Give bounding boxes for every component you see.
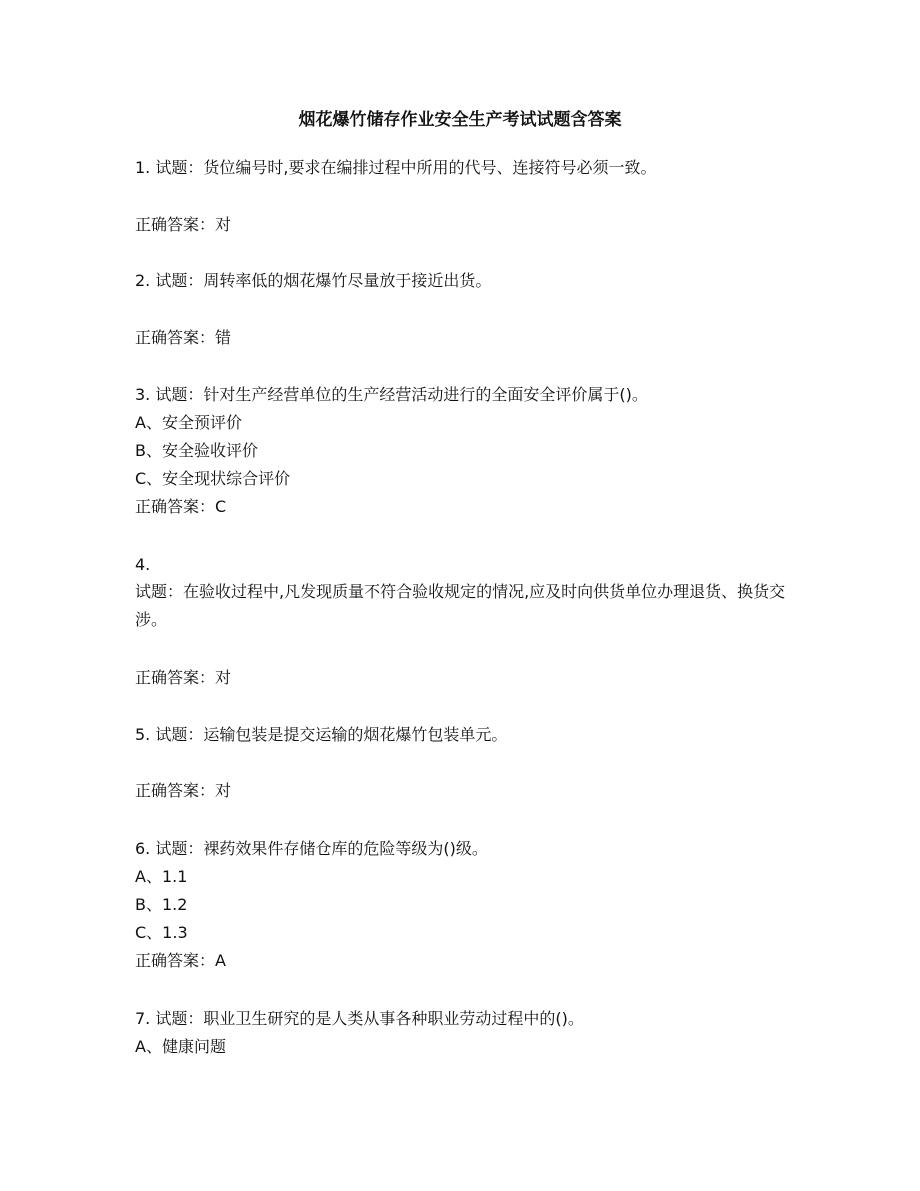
answer-6: 正确答案：A — [135, 951, 226, 970]
option-6a: A、1.1 — [135, 867, 188, 886]
option-3b: B、安全验收评价 — [135, 441, 258, 460]
answer-4: 正确答案：对 — [135, 668, 232, 687]
question-4: 试题：在验收过程中,凡发现质量不符合验收规定的情况,应及时向供货单位办理退货、换货交涉。 — [135, 582, 786, 629]
question-7: 7. 试题：职业卫生研究的是人类从事各种职业劳动过程中的()。 — [135, 1009, 584, 1028]
answer-1: 正确答案：对 — [135, 215, 232, 234]
document-title: 烟花爆竹储存作业安全生产考试试题含答案 — [298, 110, 622, 130]
option-3c: C、安全现状综合评价 — [135, 469, 291, 488]
answer-5: 正确答案：对 — [135, 781, 232, 800]
question-6: 6. 试题：裸药效果件存储仓库的危险等级为()级。 — [135, 839, 488, 858]
answer-2: 正确答案：错 — [135, 328, 232, 347]
question-3: 3. 试题：针对生产经营单位的生产经营活动进行的全面安全评价属于()。 — [135, 385, 648, 404]
option-7a: A、健康问题 — [135, 1037, 226, 1056]
question-2: 2. 试题：周转率低的烟花爆竹尽量放于接近出货。 — [135, 271, 492, 290]
option-6b: B、1.2 — [135, 895, 188, 914]
answer-3: 正确答案：C — [135, 497, 227, 516]
question-5: 5. 试题：运输包装是提交运输的烟花爆竹包装单元。 — [135, 725, 508, 744]
option-3a: A、安全预评价 — [135, 413, 242, 432]
question-4-number: 4. — [135, 555, 151, 574]
question-1: 1. 试题：货位编号时,要求在编排过程中所用的代号、连接符号必须一致。 — [135, 158, 657, 177]
option-6c: C、1.3 — [135, 923, 188, 942]
